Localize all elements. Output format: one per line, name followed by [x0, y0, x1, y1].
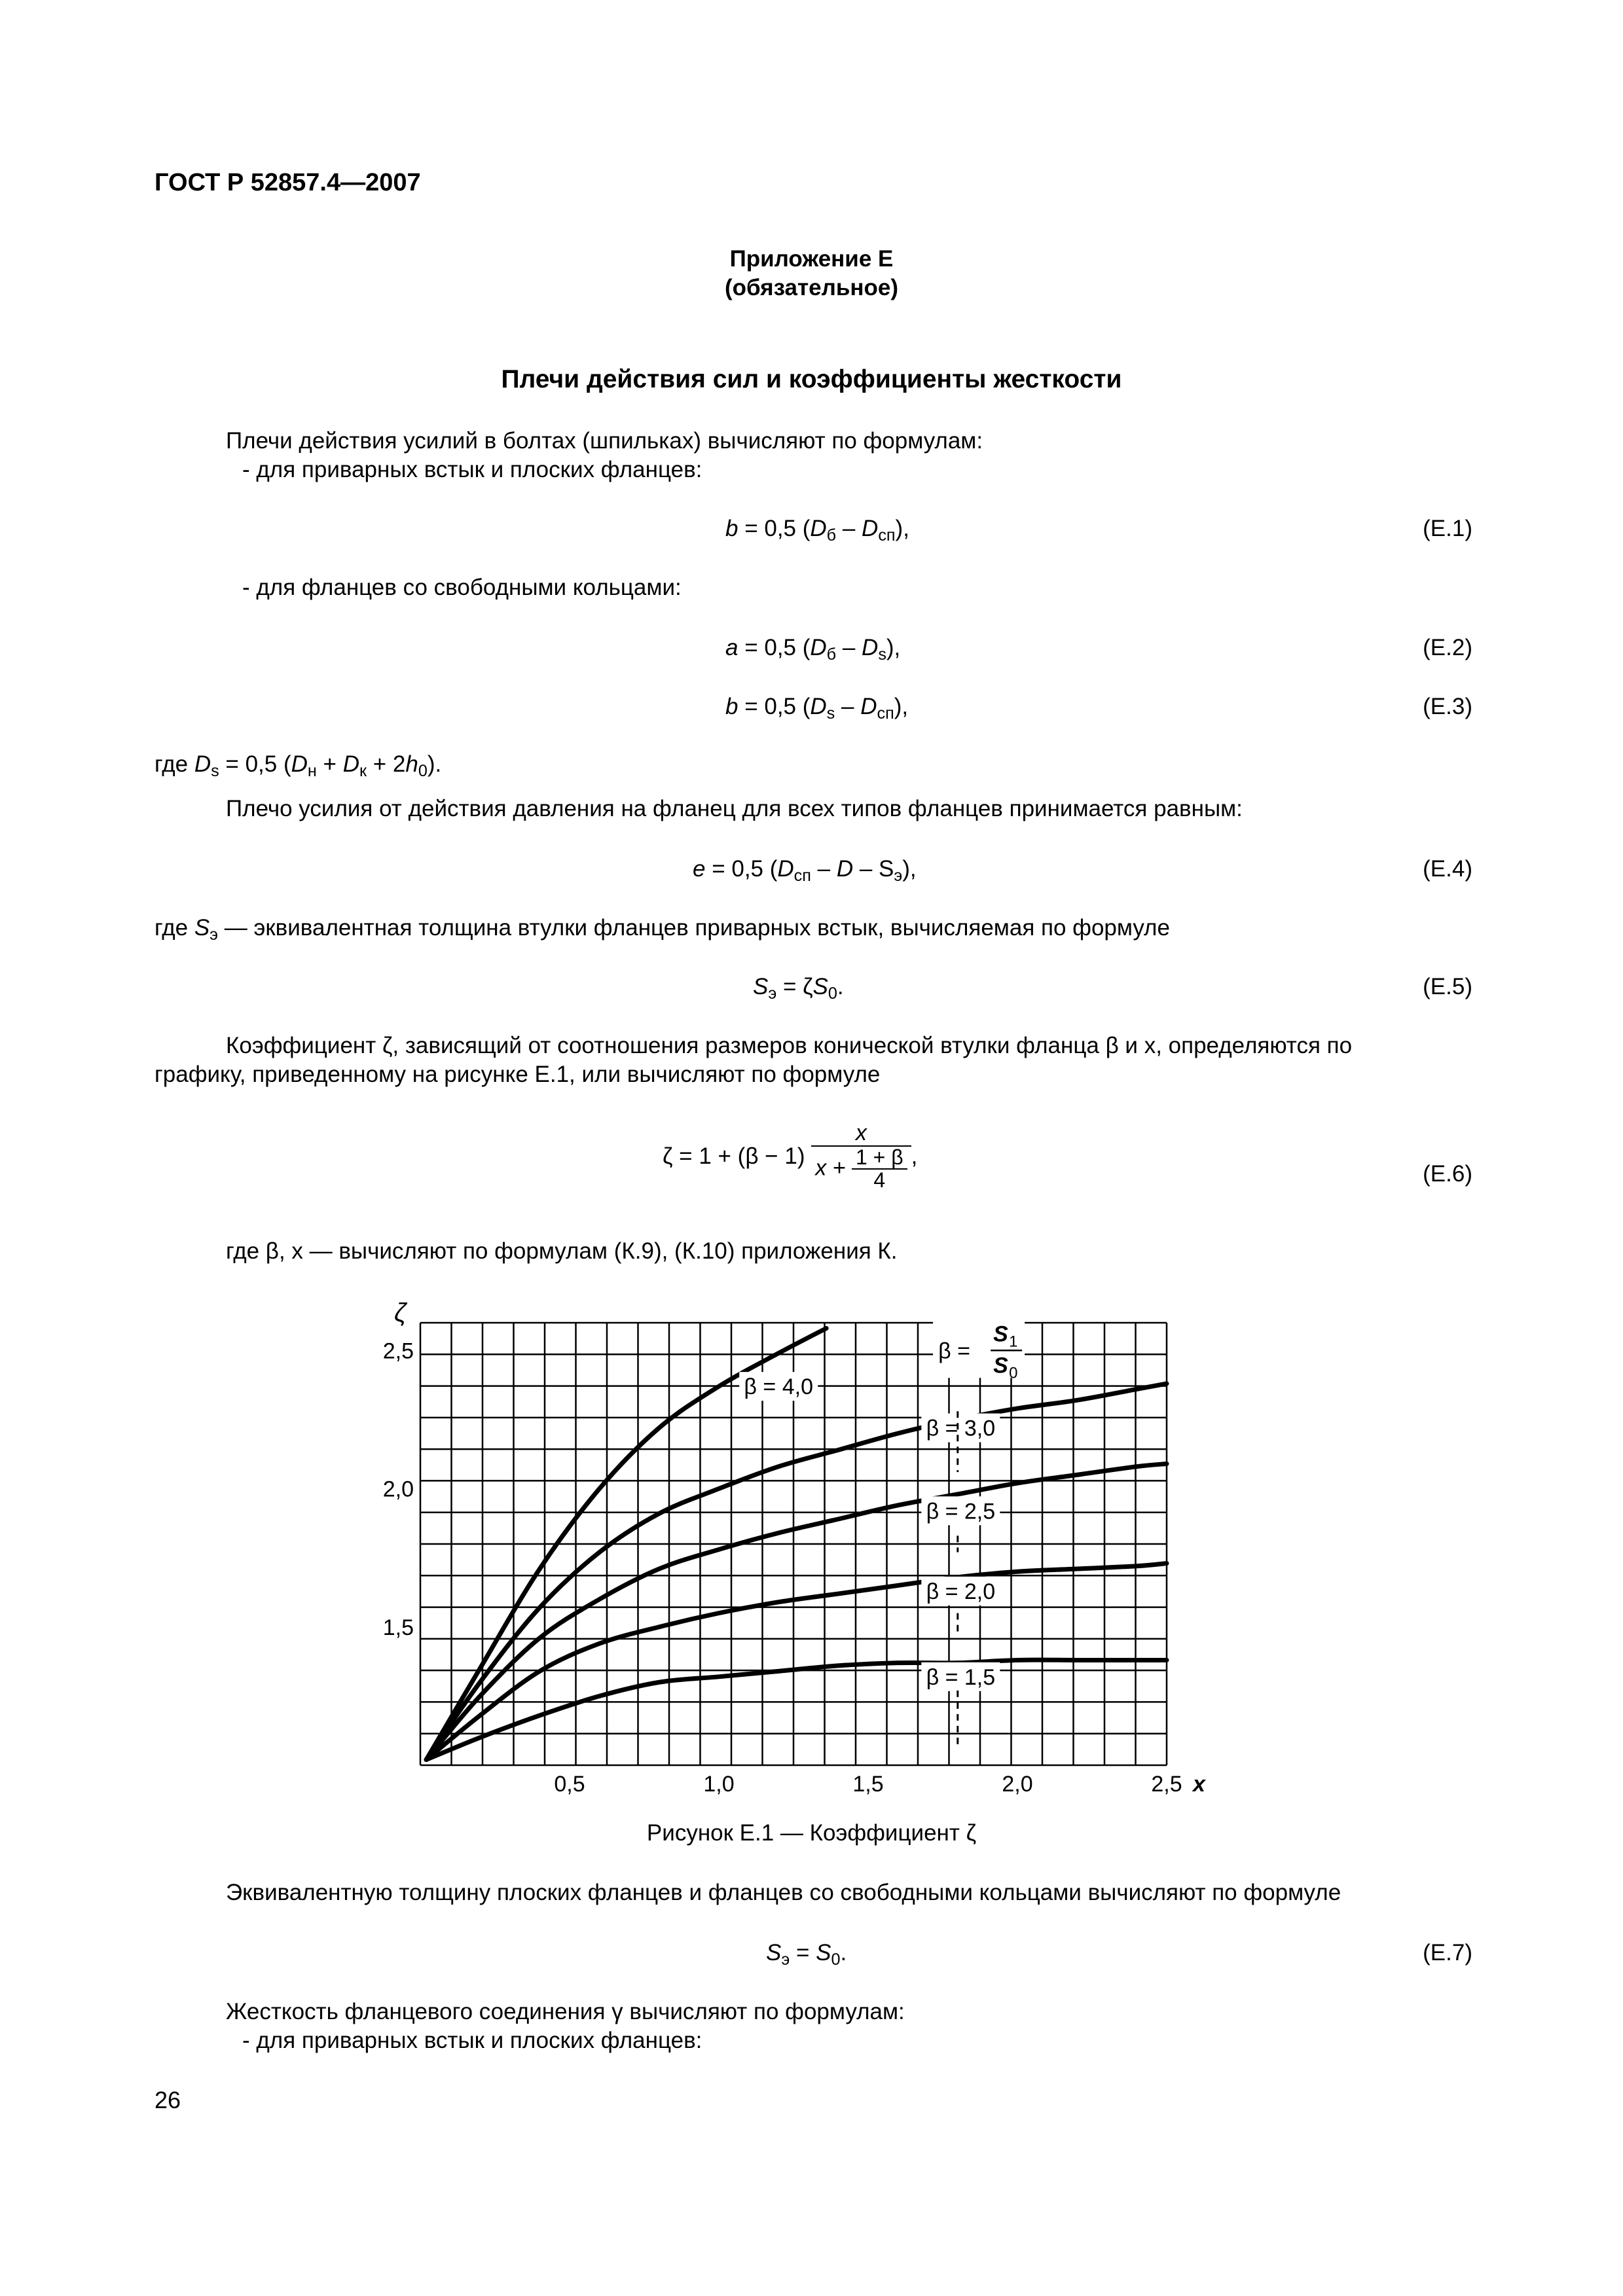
section-title: Плечи действия сил и коэффициенты жесткости [501, 365, 1122, 393]
x-tick-label: 0,5 [554, 1772, 585, 1797]
equation-e3: b = 0,5 $(D_s - D_{сп})$, [725, 694, 909, 723]
y-tick-label: 2,5 [382, 1338, 414, 1364]
equation-number: (Е.2) [1423, 635, 1472, 660]
equation-number: (Е.1) [1423, 516, 1472, 541]
paragraph: Жесткость фланцевого соединения γ вычисляют по формулам: [226, 1999, 905, 2024]
equation-e5: $S_э = \zeta S_0$. [753, 974, 844, 1003]
chart-labels [383, 1299, 1207, 1797]
paragraph: Эквивалентную толщину плоских фланцев и фланцев со свободными кольцами вычисляют по формуле [226, 1880, 1341, 1905]
paragraph: Коэффициент ζ, зависящий от соотношения размеров конической втулки фланца β и x, определяются по [226, 1033, 1353, 1058]
series-label: β = 3,0 [926, 1416, 996, 1441]
paragraph: - для приварных встык и плоских фланцев: [242, 2028, 702, 2053]
x-tick-label: 2,0 [1002, 1772, 1033, 1797]
appendix-status: (обязательное) [724, 275, 898, 300]
y-tick-label: 2,0 [382, 1477, 414, 1502]
equation-number: (Е.4) [1423, 856, 1472, 882]
x-tick-label: 2,5 [1151, 1772, 1182, 1797]
equation-e6: ζ = 1 + (β − 1) x x + $\frac{1 + \beta}{4}$ , [663, 1121, 918, 1193]
paragraph: Плечо усилия от действия давления на фланец для всех типов фланцев принимается равным: [226, 796, 1243, 821]
doc-header: ГОСТ Р 52857.4—2007 [155, 169, 421, 196]
equation-number: (Е.7) [1423, 1940, 1472, 1965]
equation-number: (Е.3) [1423, 694, 1472, 719]
series-label: β = 2,0 [926, 1579, 996, 1604]
ratio-label-numerator-sub: 1 [1009, 1333, 1018, 1351]
equation-e7: $S_э = S_0$. [766, 1940, 847, 1969]
appendix-title: Приложение Е [729, 246, 894, 272]
series-label: β = 2,5 [926, 1499, 996, 1524]
y-tick-label: 1,5 [382, 1615, 414, 1640]
paragraph: графику, приведенному на рисунке Е.1, или вычисляют по формуле [155, 1062, 881, 1087]
ratio-label-denominator: S [993, 1353, 1008, 1378]
series-label: β = 4,0 [744, 1374, 813, 1400]
equation-e1: b = 0,5 $(D_б - D_{сп})$, [725, 516, 909, 545]
figure-zeta-chart [367, 1299, 1270, 1797]
equation-number: (Е.5) [1423, 974, 1472, 999]
paragraph: Плечи действия усилий в болтах (шпильках) вычисляют по формулам: [226, 428, 983, 454]
ratio-label-beta: β = [938, 1338, 970, 1364]
figure-caption: Рисунок Е.1 — Коэффициент ζ [646, 1820, 977, 1846]
paragraph: где β, x — вычисляют по формулам (К.9), (К.10) приложения К. [226, 1238, 898, 1264]
x-tick-label: 1,5 [852, 1772, 884, 1797]
definition-se: где $S_э$ — эквивалентная толщина втулки фланцев приварных встык, вычисляемая по формуле [155, 915, 1170, 944]
equation-e2: a = 0,5 $(D_б - D_s)$, [725, 635, 901, 664]
paragraph: - для приварных встык и плоских фланцев: [242, 457, 702, 482]
page-number: 26 [155, 2087, 181, 2113]
x-axis-label: x [1193, 1772, 1205, 1797]
ratio-label-numerator: S [993, 1321, 1008, 1347]
ratio-label-denominator-sub: 0 [1009, 1364, 1018, 1382]
equation-number: (Е.6) [1423, 1161, 1472, 1187]
y-axis-label: ζ [394, 1299, 407, 1327]
series-label: β = 1,5 [926, 1664, 996, 1690]
definition-ds: где $D_s = 0,5$ $(D_н + D_к + 2h_0)$. [155, 751, 442, 781]
paragraph: - для фланцев со свободными кольцами: [242, 575, 682, 600]
equation-e4: e = 0,5 ($D_{сп}$ – D – $S_э$), [693, 856, 917, 886]
x-tick-label: 1,0 [703, 1772, 735, 1797]
